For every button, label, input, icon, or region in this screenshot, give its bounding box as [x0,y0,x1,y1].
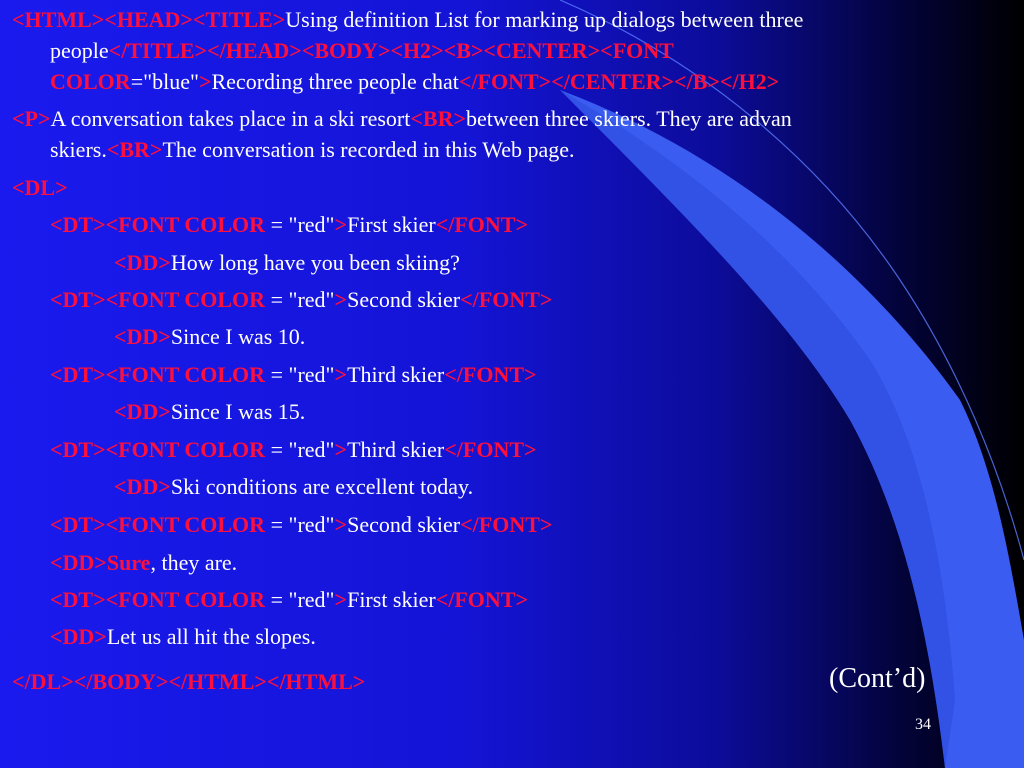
html-tag-text: </DL></BODY></HTML></HTML> [12,669,366,694]
plain-text: = "red" [265,362,335,387]
html-tag-text: </FONT> [444,437,537,462]
html-tag-text: </TITLE></HEAD><BODY><H2><B><CENTER><FONT [108,38,674,63]
plain-text: Third skier [347,437,445,462]
plain-text: = "red" [265,512,335,537]
continued-label: (Cont’d) [829,663,926,694]
code-line [50,548,237,578]
html-tag-text: <HTML><HEAD><TITLE> [12,7,286,32]
html-tag-text: > [334,287,348,312]
html-tag-text: > [334,437,348,462]
html-tag-text: > [334,587,348,612]
code-line [114,397,305,427]
html-tag-text: COLOR [50,69,131,94]
plain-text: First skier [347,587,436,612]
html-tag-text: </FONT></CENTER></B></H2> [458,69,780,94]
html-tag-text: <DD> [114,324,171,349]
plain-text: Second skier [347,512,461,537]
html-tag-text: > [198,69,212,94]
code-line [50,67,779,97]
html-tag-text: </FONT> [435,212,528,237]
html-tag-text: <P> [12,106,51,131]
html-tag-text: <DL> [12,175,68,200]
html-tag-text: > [334,212,348,237]
plain-text: between three skiers. They are advan [466,106,792,131]
code-line [12,5,803,35]
code-line [12,104,792,134]
page-number: 34 [915,716,931,733]
html-tag-text: <DD> [114,250,171,275]
html-tag-text: <DT><FONT COLOR [50,512,266,537]
html-tag-text: </FONT> [460,512,553,537]
code-line [50,585,528,615]
html-tag-text: <DT><FONT COLOR [50,287,266,312]
html-tag-text: <DT><FONT COLOR [50,362,266,387]
plain-text: Since I was 10. [170,324,306,349]
plain-text: people [50,38,109,63]
plain-text: Ski conditions are excellent today. [170,474,474,499]
plain-text: Second skier [347,287,461,312]
code-line [50,360,537,390]
html-tag-text: </FONT> [444,362,537,387]
code-line [114,248,460,278]
html-tag-text: </FONT> [435,587,528,612]
plain-text: = "red" [265,587,335,612]
html-tag-text: <DD> [114,474,171,499]
plain-text: , they are. [150,550,238,575]
html-tag-text: <DD>Sure [50,550,151,575]
plain-text: = "red" [265,437,335,462]
plain-text: ="blue" [130,69,199,94]
code-line [50,510,552,540]
code-line [50,285,552,315]
code-line [50,135,575,165]
plain-text: = "red" [265,287,335,312]
code-line [12,667,365,697]
plain-text: Let us all hit the slopes. [106,624,316,649]
html-tag-text: <DT><FONT COLOR [50,437,266,462]
code-line [50,210,528,240]
code-line [50,36,674,66]
html-tag-text: <BR> [410,106,466,131]
html-tag-text: <BR> [106,137,163,162]
code-line [114,472,473,502]
html-tag-text: <DD> [114,399,171,424]
html-tag-text: <DD> [50,624,107,649]
plain-text: skiers. [50,137,107,162]
plain-text: First skier [347,212,436,237]
code-line [50,622,316,652]
plain-text: Recording three people chat [211,69,459,94]
html-tag-text: <DT><FONT COLOR [50,212,266,237]
plain-text: How long have you been skiing? [170,250,460,275]
plain-text: Third skier [347,362,445,387]
html-tag-text: > [334,512,348,537]
html-tag-text: </FONT> [460,287,553,312]
html-tag-text: > [334,362,348,387]
html-tag-text: <DT><FONT COLOR [50,587,266,612]
code-line [50,435,537,465]
plain-text: = "red" [265,212,335,237]
plain-text: Since I was 15. [170,399,306,424]
plain-text: The conversation is recorded in this Web page. [162,137,575,162]
plain-text: A conversation takes place in a ski resort [50,106,411,131]
code-line [114,322,305,352]
code-line [12,173,68,203]
plain-text: Using definition List for marking up dialogs between three [285,7,804,32]
